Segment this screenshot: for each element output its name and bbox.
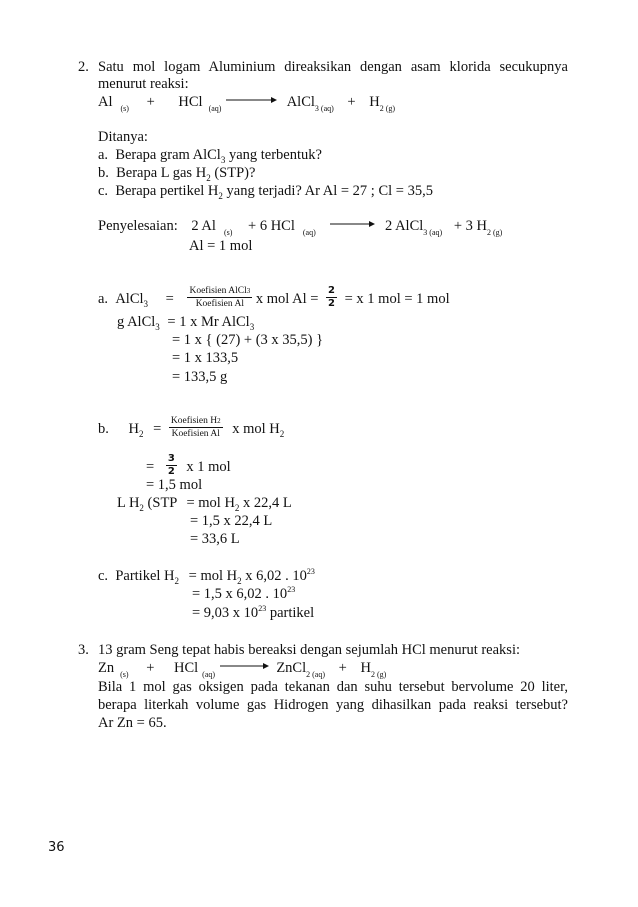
reaction-arrow-icon	[225, 96, 277, 104]
part-b-mol-result: = 1,5 mol	[146, 477, 203, 493]
ditanya-label: Ditanya:	[98, 129, 148, 145]
part-a-gram-line-1: g AlCl$_3$ = 1 x Mr AlCl$_3$	[117, 314, 255, 332]
reaction-aluminium: Al $_{(s)}$ + HCl $_{(aq)}$ AlCl$_{3 (aq)}$ + $H_{2 (g)}$	[98, 94, 396, 113]
part-b-volume-line-1: L $H_2$ (STP = mol $H_2$ x 22,4 L	[117, 495, 292, 513]
question-2c: c. Berapa pertikel $H_2$ yang terjadi? Ar Al = 27 ; Cl = 35,5	[98, 183, 433, 201]
part-a-gram-line-3: = 1 x 133,5	[172, 350, 239, 366]
question-3-line-2: berapa literkah volume gas Hidrogen yang dihasilkan pada reaksi tersebut?	[98, 697, 568, 713]
penyelesaian-reaction: Penyelesaian: 2 Al $_{(s)}$ + 6 HCl $_{(aq)}$ 2 AlCl$_{3 (aq)}$ + 3 $H_{2 (g)}$	[98, 218, 503, 237]
part-a-gram-line-2: = 1 x { (27) + (3 x 35,5) }	[172, 332, 324, 348]
penyelesaian-mol: Al = 1 mol	[189, 238, 253, 254]
fraction-3-over-2: $\frac{3}{2}$	[167, 453, 175, 477]
reaction-arrow-icon	[329, 220, 375, 228]
page-number: 36	[48, 840, 65, 855]
question-3-line-3: Ar Zn = 65.	[98, 715, 167, 731]
question-2-intro-line-2: menurut reaksi:	[98, 76, 189, 92]
part-c-line-2: = 1,5 x 6,02 . $10^{23}$	[192, 585, 296, 602]
part-b-fraction-line: = $\frac{3}{2}$ x 1 mol	[146, 453, 231, 477]
question-2-intro-line-1: Satu mol logam Aluminium direaksikan dengan asam klorida secukupnya	[98, 59, 568, 75]
part-b-equation: b. $H_2$ = $\frac{\text{Koefisien H2}}{\text{Koefisien Al}}$ x mol $H_2$	[98, 416, 285, 439]
question-3-line-1: Bila 1 mol gas oksigen pada tekanan dan suhu tersebut bervolume 20 liter,	[98, 679, 568, 695]
reaction-zinc: Zn $_{(s)}$ + HCl $_{(aq)}$ ZnCl$_{2 (aq)}$ + $H_{2 (g)}$	[98, 660, 387, 679]
part-b-volume-line-3: = 33,6 L	[190, 531, 240, 547]
fraction-2-over-2: $\frac{2}{2}$	[328, 285, 335, 309]
part-a-gram-line-4: = 133,5 g	[172, 369, 228, 385]
part-b-volume-line-2: = 1,5 x 22,4 L	[190, 513, 273, 529]
question-2-number: 2.	[78, 59, 89, 75]
question-3-number: 3.	[78, 642, 89, 658]
fraction-koefisien-alcl3: $\frac{\text{Koefisien AlCl3}}{\text{Koefisien Al}}$	[189, 286, 251, 309]
question-2a: a. Berapa gram AlCl$_3$ yang terbentuk?	[98, 147, 322, 165]
fraction-koefisien-h2: $\frac{\text{Koefisien H2}}{\text{Koefisien Al}}$	[170, 416, 221, 439]
question-2b: b. Berapa L gas $H_2$ (STP)?	[98, 165, 256, 183]
reaction-arrow-icon	[219, 662, 269, 670]
question-3-intro: 13 gram Seng tepat habis bereaksi dengan sejumlah HCl menurut reaksi:	[98, 642, 521, 658]
part-c-line-3: = 9,03 x $10^{23}$ partikel	[192, 604, 315, 621]
part-a-equation: a. AlCl$_3$ = $\frac{\text{Koefisien AlCl3}}{\text{Koefisien Al}}$ x mol Al = $\frac{2}{2}$ = x 1 mol = 1 mol	[98, 285, 450, 309]
part-c-line-1: c. Partikel $H_2$ = mol $H_2$ x 6,02 . $10^{23}$	[98, 567, 315, 586]
